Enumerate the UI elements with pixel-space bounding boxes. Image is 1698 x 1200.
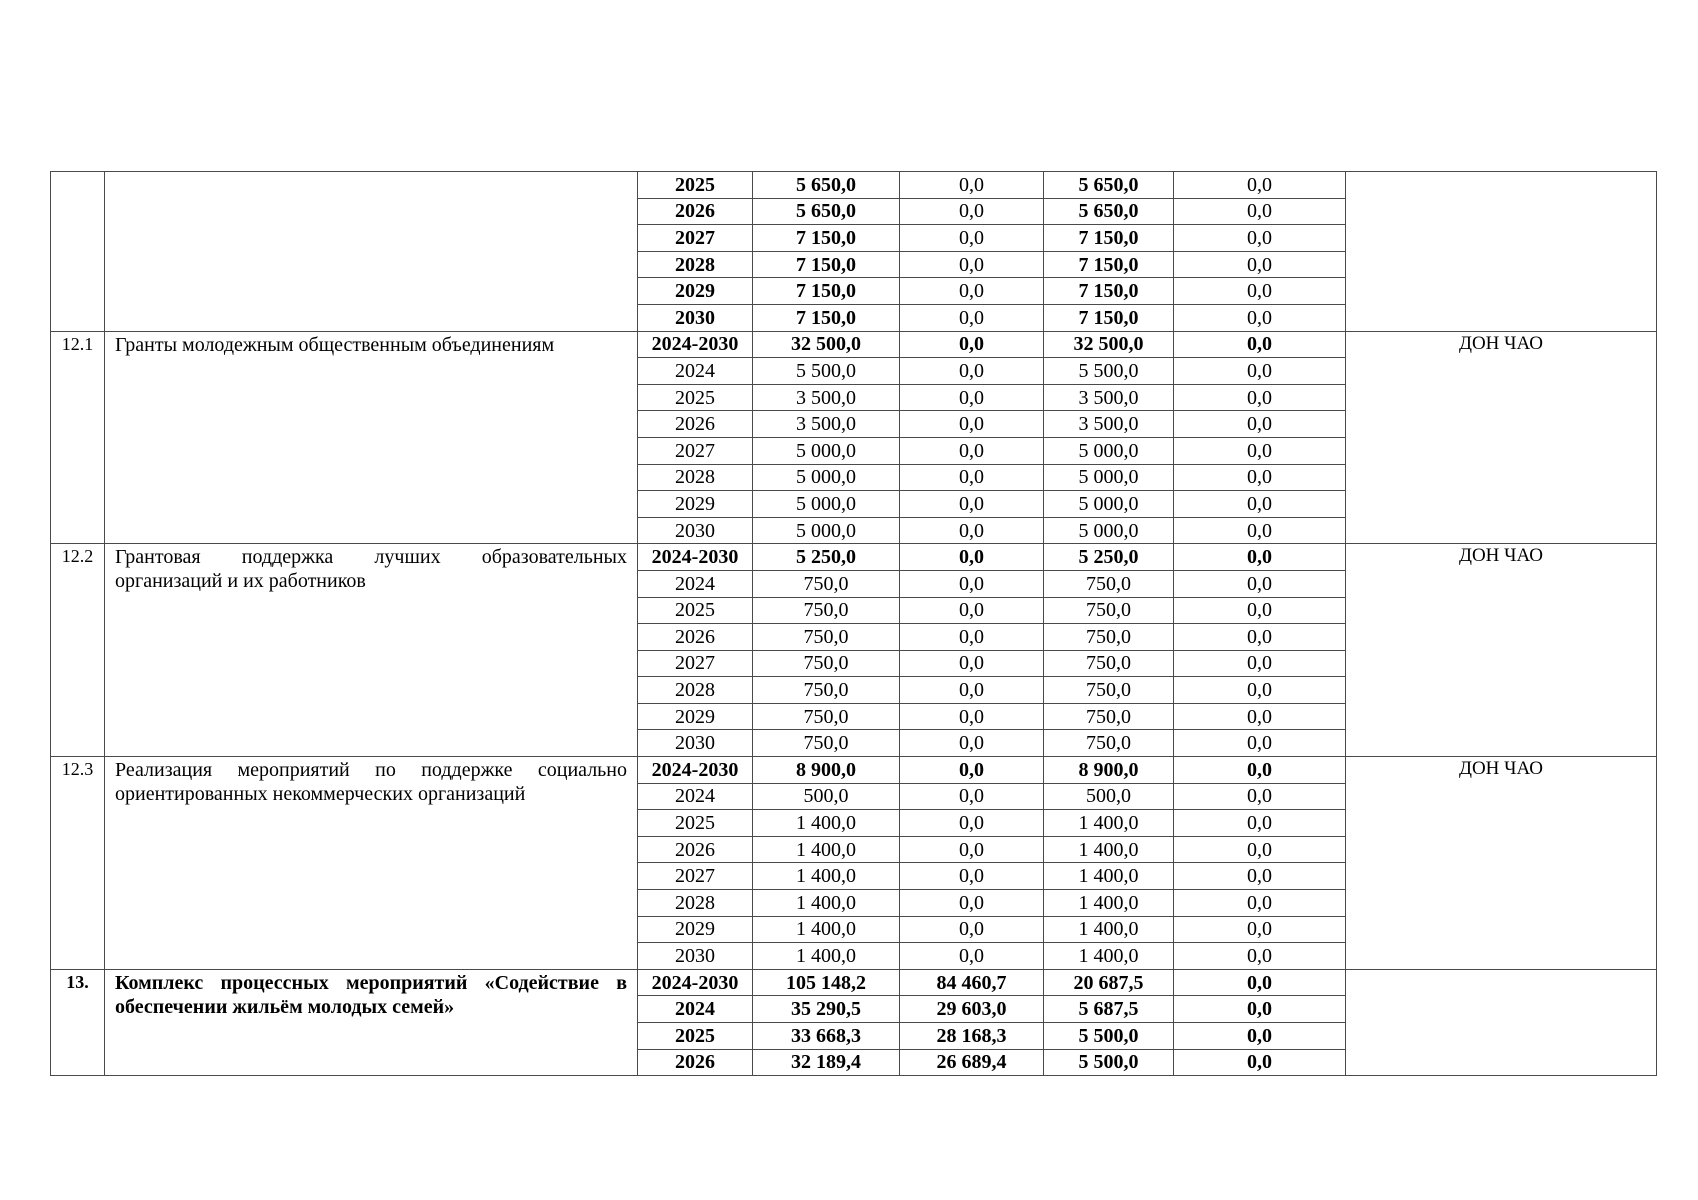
federal-cell: 0,0 — [900, 570, 1044, 597]
total-cell: 33 668,3 — [753, 1023, 900, 1050]
responsible-executor — [1346, 969, 1657, 1075]
year-cell: 2029 — [638, 916, 753, 943]
other-cell: 0,0 — [1174, 597, 1346, 624]
regional-cell: 1 400,0 — [1044, 810, 1174, 837]
total-cell: 750,0 — [753, 650, 900, 677]
other-cell: 0,0 — [1174, 304, 1346, 331]
other-cell: 0,0 — [1174, 757, 1346, 784]
other-cell: 0,0 — [1174, 437, 1346, 464]
year-cell: 2024-2030 — [638, 757, 753, 784]
table-row — [51, 544, 1657, 571]
total-cell: 105 148,2 — [753, 969, 900, 996]
table-row — [51, 172, 1657, 199]
year-cell: 2027 — [638, 863, 753, 890]
other-cell: 0,0 — [1174, 703, 1346, 730]
item-number: 12.3 — [51, 757, 105, 970]
other-cell: 0,0 — [1174, 943, 1346, 970]
other-cell: 0,0 — [1174, 650, 1346, 677]
item-name-text: Реализация мероприятий по поддержке социально ориентированных некоммерческих организаций — [115, 759, 627, 806]
regional-cell: 750,0 — [1044, 597, 1174, 624]
federal-cell: 0,0 — [900, 677, 1044, 704]
federal-cell: 0,0 — [900, 810, 1044, 837]
other-cell: 0,0 — [1174, 996, 1346, 1023]
total-cell: 3 500,0 — [753, 411, 900, 438]
other-cell: 0,0 — [1174, 491, 1346, 518]
federal-cell: 0,0 — [900, 943, 1044, 970]
total-cell: 750,0 — [753, 570, 900, 597]
federal-cell: 0,0 — [900, 411, 1044, 438]
year-cell: 2025 — [638, 810, 753, 837]
year-cell: 2024-2030 — [638, 969, 753, 996]
regional-cell: 5 500,0 — [1044, 358, 1174, 385]
year-cell: 2030 — [638, 943, 753, 970]
federal-cell: 0,0 — [900, 304, 1044, 331]
total-cell: 5 000,0 — [753, 437, 900, 464]
other-cell: 0,0 — [1174, 411, 1346, 438]
year-cell: 2025 — [638, 384, 753, 411]
year-cell: 2029 — [638, 703, 753, 730]
year-cell: 2030 — [638, 730, 753, 757]
total-cell: 5 250,0 — [753, 544, 900, 571]
total-cell: 1 400,0 — [753, 890, 900, 917]
total-cell: 1 400,0 — [753, 943, 900, 970]
federal-cell: 0,0 — [900, 544, 1044, 571]
other-cell: 0,0 — [1174, 863, 1346, 890]
item-name — [105, 544, 638, 757]
year-cell: 2027 — [638, 225, 753, 252]
other-cell: 0,0 — [1174, 198, 1346, 225]
year-cell: 2026 — [638, 1049, 753, 1076]
regional-cell: 1 400,0 — [1044, 943, 1174, 970]
total-cell: 7 150,0 — [753, 278, 900, 305]
total-cell: 5 500,0 — [753, 358, 900, 385]
table-row — [51, 757, 1657, 784]
federal-cell: 0,0 — [900, 836, 1044, 863]
regional-cell: 1 400,0 — [1044, 836, 1174, 863]
total-cell: 7 150,0 — [753, 251, 900, 278]
other-cell: 0,0 — [1174, 384, 1346, 411]
total-cell: 1 400,0 — [753, 836, 900, 863]
regional-cell: 5 000,0 — [1044, 517, 1174, 544]
year-cell: 2030 — [638, 304, 753, 331]
item-name — [105, 757, 638, 970]
other-cell: 0,0 — [1174, 464, 1346, 491]
regional-cell: 750,0 — [1044, 570, 1174, 597]
regional-cell: 5 687,5 — [1044, 996, 1174, 1023]
total-cell: 1 400,0 — [753, 810, 900, 837]
item-name-text: Грантовая поддержка лучших образовательных организаций и их работников — [115, 546, 627, 593]
federal-cell: 84 460,7 — [900, 969, 1044, 996]
other-cell: 0,0 — [1174, 890, 1346, 917]
other-cell: 0,0 — [1174, 916, 1346, 943]
year-cell: 2024 — [638, 570, 753, 597]
year-cell: 2024-2030 — [638, 544, 753, 571]
federal-cell: 0,0 — [900, 703, 1044, 730]
total-cell: 750,0 — [753, 597, 900, 624]
year-cell: 2028 — [638, 677, 753, 704]
regional-cell: 5 650,0 — [1044, 198, 1174, 225]
regional-cell: 1 400,0 — [1044, 890, 1174, 917]
other-cell: 0,0 — [1174, 969, 1346, 996]
other-cell: 0,0 — [1174, 517, 1346, 544]
year-cell: 2028 — [638, 251, 753, 278]
federal-cell: 0,0 — [900, 437, 1044, 464]
regional-cell: 750,0 — [1044, 624, 1174, 651]
total-cell: 1 400,0 — [753, 863, 900, 890]
year-cell: 2024-2030 — [638, 331, 753, 358]
regional-cell: 5 250,0 — [1044, 544, 1174, 571]
federal-cell: 0,0 — [900, 624, 1044, 651]
item-number: 12.2 — [51, 544, 105, 757]
year-cell: 2025 — [638, 172, 753, 199]
federal-cell: 0,0 — [900, 331, 1044, 358]
regional-cell: 5 500,0 — [1044, 1049, 1174, 1076]
other-cell: 0,0 — [1174, 783, 1346, 810]
federal-cell: 0,0 — [900, 251, 1044, 278]
other-cell: 0,0 — [1174, 544, 1346, 571]
regional-cell: 1 400,0 — [1044, 916, 1174, 943]
other-cell: 0,0 — [1174, 810, 1346, 837]
other-cell: 0,0 — [1174, 278, 1346, 305]
year-cell: 2028 — [638, 464, 753, 491]
other-cell: 0,0 — [1174, 1023, 1346, 1050]
regional-cell: 750,0 — [1044, 703, 1174, 730]
total-cell: 5 000,0 — [753, 517, 900, 544]
year-cell: 2024 — [638, 358, 753, 385]
regional-cell: 8 900,0 — [1044, 757, 1174, 784]
total-cell: 750,0 — [753, 624, 900, 651]
regional-cell: 750,0 — [1044, 650, 1174, 677]
regional-cell: 5 000,0 — [1044, 464, 1174, 491]
total-cell: 35 290,5 — [753, 996, 900, 1023]
total-cell: 5 650,0 — [753, 198, 900, 225]
year-cell: 2024 — [638, 783, 753, 810]
total-cell: 8 900,0 — [753, 757, 900, 784]
other-cell: 0,0 — [1174, 730, 1346, 757]
responsible-executor: ДОН ЧАО — [1346, 544, 1657, 757]
federal-cell: 26 689,4 — [900, 1049, 1044, 1076]
year-cell: 2026 — [638, 198, 753, 225]
federal-cell: 0,0 — [900, 890, 1044, 917]
federal-cell: 0,0 — [900, 491, 1044, 518]
other-cell: 0,0 — [1174, 251, 1346, 278]
other-cell: 0,0 — [1174, 677, 1346, 704]
total-cell: 500,0 — [753, 783, 900, 810]
regional-cell: 750,0 — [1044, 677, 1174, 704]
regional-cell: 7 150,0 — [1044, 304, 1174, 331]
other-cell: 0,0 — [1174, 1049, 1346, 1076]
item-number: 13. — [51, 969, 105, 1075]
total-cell: 5 650,0 — [753, 172, 900, 199]
total-cell: 750,0 — [753, 703, 900, 730]
regional-cell: 5 500,0 — [1044, 1023, 1174, 1050]
regional-cell: 7 150,0 — [1044, 225, 1174, 252]
federal-cell: 0,0 — [900, 172, 1044, 199]
other-cell: 0,0 — [1174, 331, 1346, 358]
total-cell: 7 150,0 — [753, 304, 900, 331]
regional-cell: 32 500,0 — [1044, 331, 1174, 358]
federal-cell: 0,0 — [900, 863, 1044, 890]
federal-cell: 0,0 — [900, 278, 1044, 305]
regional-cell: 1 400,0 — [1044, 863, 1174, 890]
other-cell: 0,0 — [1174, 172, 1346, 199]
item-name — [105, 172, 638, 332]
regional-cell: 3 500,0 — [1044, 384, 1174, 411]
total-cell: 5 000,0 — [753, 464, 900, 491]
regional-cell: 5 000,0 — [1044, 491, 1174, 518]
total-cell: 3 500,0 — [753, 384, 900, 411]
funding-table — [50, 171, 1657, 1076]
item-name-text: Гранты молодежным общественным объединениям — [115, 333, 555, 356]
total-cell: 1 400,0 — [753, 916, 900, 943]
federal-cell: 0,0 — [900, 358, 1044, 385]
other-cell: 0,0 — [1174, 225, 1346, 252]
regional-cell: 7 150,0 — [1044, 251, 1174, 278]
responsible-executor: ДОН ЧАО — [1346, 331, 1657, 544]
federal-cell: 0,0 — [900, 384, 1044, 411]
total-cell: 5 000,0 — [753, 491, 900, 518]
year-cell: 2027 — [638, 437, 753, 464]
year-cell: 2026 — [638, 624, 753, 651]
year-cell: 2025 — [638, 597, 753, 624]
table-row — [51, 331, 1657, 358]
regional-cell: 750,0 — [1044, 730, 1174, 757]
year-cell: 2029 — [638, 278, 753, 305]
item-number — [51, 172, 105, 332]
item-number: 12.1 — [51, 331, 105, 544]
item-name-text: Комплекс процессных мероприятий «Содействие в обеспечении жильём молодых семей» — [115, 971, 627, 1018]
year-cell: 2025 — [638, 1023, 753, 1050]
other-cell: 0,0 — [1174, 358, 1346, 385]
responsible-executor — [1346, 172, 1657, 332]
table-row — [51, 969, 1657, 996]
other-cell: 0,0 — [1174, 624, 1346, 651]
federal-cell: 0,0 — [900, 783, 1044, 810]
year-cell: 2027 — [638, 650, 753, 677]
federal-cell: 0,0 — [900, 597, 1044, 624]
total-cell: 32 500,0 — [753, 331, 900, 358]
year-cell: 2028 — [638, 890, 753, 917]
year-cell: 2026 — [638, 836, 753, 863]
regional-cell: 5 000,0 — [1044, 437, 1174, 464]
federal-cell: 0,0 — [900, 916, 1044, 943]
year-cell: 2026 — [638, 411, 753, 438]
federal-cell: 0,0 — [900, 650, 1044, 677]
total-cell: 750,0 — [753, 677, 900, 704]
year-cell: 2024 — [638, 996, 753, 1023]
regional-cell: 7 150,0 — [1044, 278, 1174, 305]
responsible-executor: ДОН ЧАО — [1346, 757, 1657, 970]
regional-cell: 500,0 — [1044, 783, 1174, 810]
regional-cell: 5 650,0 — [1044, 172, 1174, 199]
item-name — [105, 969, 638, 1075]
total-cell: 32 189,4 — [753, 1049, 900, 1076]
table-body — [51, 172, 1657, 1076]
item-name — [105, 331, 638, 544]
federal-cell: 0,0 — [900, 464, 1044, 491]
federal-cell: 0,0 — [900, 225, 1044, 252]
total-cell: 7 150,0 — [753, 225, 900, 252]
federal-cell: 29 603,0 — [900, 996, 1044, 1023]
federal-cell: 28 168,3 — [900, 1023, 1044, 1050]
federal-cell: 0,0 — [900, 730, 1044, 757]
other-cell: 0,0 — [1174, 570, 1346, 597]
federal-cell: 0,0 — [900, 517, 1044, 544]
federal-cell: 0,0 — [900, 198, 1044, 225]
regional-cell: 20 687,5 — [1044, 969, 1174, 996]
federal-cell: 0,0 — [900, 757, 1044, 784]
year-cell: 2029 — [638, 491, 753, 518]
regional-cell: 3 500,0 — [1044, 411, 1174, 438]
other-cell: 0,0 — [1174, 836, 1346, 863]
total-cell: 750,0 — [753, 730, 900, 757]
year-cell: 2030 — [638, 517, 753, 544]
